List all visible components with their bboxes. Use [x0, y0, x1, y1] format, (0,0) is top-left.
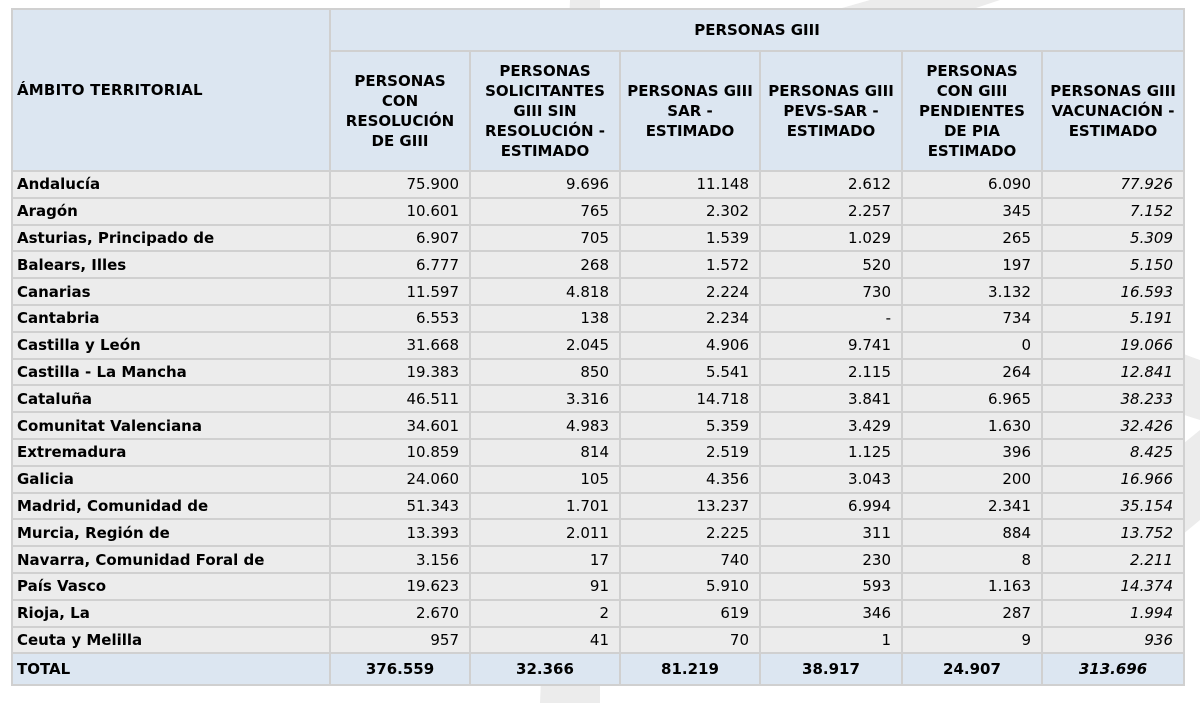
table-cell: 2.302: [621, 199, 759, 224]
table-cell: 264: [903, 360, 1041, 385]
table-cell: 197: [903, 252, 1041, 277]
group-header: PERSONAS GIII: [331, 10, 1183, 50]
table-cell: 51.343: [331, 494, 469, 519]
table-cell: 200: [903, 467, 1041, 492]
table-cell: 3.841: [761, 386, 901, 411]
table-cell: 5.309: [1043, 226, 1183, 251]
table-cell: 46.511: [331, 386, 469, 411]
table-cell: 19.623: [331, 574, 469, 599]
table-cell: 10.601: [331, 199, 469, 224]
table-cell: 705: [471, 226, 619, 251]
table-cell: 740: [621, 547, 759, 572]
table-cell: 3.429: [761, 413, 901, 438]
table-cell: 9.696: [471, 172, 619, 197]
table-cell: 2.341: [903, 494, 1041, 519]
row-label: Balears, Illes: [13, 252, 329, 277]
table-row: [13, 467, 1183, 492]
row-label: Murcia, Región de: [13, 520, 329, 545]
table-cell: 32.426: [1043, 413, 1183, 438]
column-header: PERSONAS CON RESOLUCIÓN DE GIII: [331, 52, 469, 170]
table-cell: 1.125: [761, 440, 901, 465]
table-cell: 14.718: [621, 386, 759, 411]
row-label: Cataluña: [13, 386, 329, 411]
total-cell: 376.559: [331, 654, 469, 684]
table-cell: 24.060: [331, 467, 469, 492]
table-cell: 1.539: [621, 226, 759, 251]
column-header: PERSONAS CON GIII PENDIENTES DE PIA ESTIMADO: [903, 52, 1041, 170]
row-label: Extremadura: [13, 440, 329, 465]
table-cell: 2.211: [1043, 547, 1183, 572]
total-cell: 38.917: [761, 654, 901, 684]
table-cell: 14.374: [1043, 574, 1183, 599]
row-label: Navarra, Comunidad Foral de: [13, 547, 329, 572]
territorial-header: ÁMBITO TERRITORIAL: [13, 10, 329, 170]
total-row: [13, 654, 1183, 684]
table-cell: 11.148: [621, 172, 759, 197]
row-label: Cantabria: [13, 306, 329, 331]
table-cell: 2.257: [761, 199, 901, 224]
table-cell: 4.356: [621, 467, 759, 492]
table-cell: 2.612: [761, 172, 901, 197]
table-cell: 730: [761, 279, 901, 304]
table-cell: 2.011: [471, 520, 619, 545]
total-label: TOTAL: [13, 654, 329, 684]
table-cell: 13.237: [621, 494, 759, 519]
row-label: Aragón: [13, 199, 329, 224]
table-row: [13, 360, 1183, 385]
row-label: Ceuta y Melilla: [13, 628, 329, 653]
table-cell: 8: [903, 547, 1041, 572]
table-row: [13, 574, 1183, 599]
column-header: PERSONAS GIII PEVS-SAR - ESTIMADO: [761, 52, 901, 170]
table-cell: 814: [471, 440, 619, 465]
table-cell: 3.043: [761, 467, 901, 492]
table-cell: 7.152: [1043, 199, 1183, 224]
table-cell: 2.519: [621, 440, 759, 465]
table-cell: 346: [761, 601, 901, 626]
table-cell: 2.225: [621, 520, 759, 545]
total-cell: 313.696: [1043, 654, 1183, 684]
table-cell: 396: [903, 440, 1041, 465]
table-cell: 5.191: [1043, 306, 1183, 331]
table-row: [13, 199, 1183, 224]
table-row: [13, 547, 1183, 572]
table-row: [13, 306, 1183, 331]
row-label: Asturias, Principado de: [13, 226, 329, 251]
row-label: Madrid, Comunidad de: [13, 494, 329, 519]
table-cell: 2.115: [761, 360, 901, 385]
table-cell: 1.163: [903, 574, 1041, 599]
table-cell: 593: [761, 574, 901, 599]
table-cell: 5.150: [1043, 252, 1183, 277]
row-label: Galicia: [13, 467, 329, 492]
table-row: [13, 628, 1183, 653]
table-cell: 75.900: [331, 172, 469, 197]
table-container: [11, 8, 1185, 686]
table-cell: 520: [761, 252, 901, 277]
table-cell: 311: [761, 520, 901, 545]
row-label: País Vasco: [13, 574, 329, 599]
table-cell: 0: [903, 333, 1041, 358]
column-header: PERSONAS GIII VACUNACIÓN - ESTIMADO: [1043, 52, 1183, 170]
table-cell: 6.553: [331, 306, 469, 331]
data-table: [11, 8, 1185, 686]
table-cell: 936: [1043, 628, 1183, 653]
table-cell: 1: [761, 628, 901, 653]
table-row: [13, 172, 1183, 197]
table-row: [13, 252, 1183, 277]
table-cell: 1.029: [761, 226, 901, 251]
table-row: [13, 279, 1183, 304]
row-label: Rioja, La: [13, 601, 329, 626]
table-cell: 35.154: [1043, 494, 1183, 519]
table-cell: 6.090: [903, 172, 1041, 197]
total-cell: 24.907: [903, 654, 1041, 684]
table-cell: 2.670: [331, 601, 469, 626]
table-cell: 287: [903, 601, 1041, 626]
table-cell: -: [761, 306, 901, 331]
total-cell: 81.219: [621, 654, 759, 684]
table-cell: 13.752: [1043, 520, 1183, 545]
table-cell: 11.597: [331, 279, 469, 304]
column-header: PERSONAS SOLICITANTES GIII SIN RESOLUCIÓN - ESTIMADO: [471, 52, 619, 170]
table-cell: 6.994: [761, 494, 901, 519]
table-cell: 8.425: [1043, 440, 1183, 465]
table-cell: 138: [471, 306, 619, 331]
table-cell: 41: [471, 628, 619, 653]
table-cell: 850: [471, 360, 619, 385]
table-cell: 77.926: [1043, 172, 1183, 197]
table-cell: 268: [471, 252, 619, 277]
row-label: Castilla - La Mancha: [13, 360, 329, 385]
table-cell: 884: [903, 520, 1041, 545]
table-cell: 957: [331, 628, 469, 653]
table-row: [13, 413, 1183, 438]
table-cell: 765: [471, 199, 619, 224]
table-cell: 2.234: [621, 306, 759, 331]
table-row: [13, 520, 1183, 545]
table-cell: 345: [903, 199, 1041, 224]
table-cell: 13.393: [331, 520, 469, 545]
table-row: [13, 601, 1183, 626]
table-cell: 3.156: [331, 547, 469, 572]
row-label: Castilla y León: [13, 333, 329, 358]
table-cell: 1.701: [471, 494, 619, 519]
table-cell: 1.572: [621, 252, 759, 277]
table-row: [13, 226, 1183, 251]
table-row: [13, 333, 1183, 358]
row-label: Canarias: [13, 279, 329, 304]
table-cell: 91: [471, 574, 619, 599]
table-cell: 4.818: [471, 279, 619, 304]
table-body: [13, 172, 1183, 684]
table-cell: 3.316: [471, 386, 619, 411]
table-cell: 4.906: [621, 333, 759, 358]
table-row: [13, 386, 1183, 411]
table-row: [13, 440, 1183, 465]
table-cell: 16.966: [1043, 467, 1183, 492]
table-cell: 734: [903, 306, 1041, 331]
table-cell: 5.541: [621, 360, 759, 385]
table-cell: 105: [471, 467, 619, 492]
column-header: PERSONAS GIII SAR - ESTIMADO: [621, 52, 759, 170]
table-row: [13, 494, 1183, 519]
table-cell: 12.841: [1043, 360, 1183, 385]
table-cell: 1.994: [1043, 601, 1183, 626]
table-cell: 265: [903, 226, 1041, 251]
total-cell: 32.366: [471, 654, 619, 684]
table-cell: 6.907: [331, 226, 469, 251]
table-cell: 5.910: [621, 574, 759, 599]
table-cell: 1.630: [903, 413, 1041, 438]
table-cell: 10.859: [331, 440, 469, 465]
table-cell: 6.777: [331, 252, 469, 277]
table-cell: 2: [471, 601, 619, 626]
table-cell: 38.233: [1043, 386, 1183, 411]
table-cell: 31.668: [331, 333, 469, 358]
table-cell: 2.224: [621, 279, 759, 304]
table-cell: 34.601: [331, 413, 469, 438]
table-cell: 2.045: [471, 333, 619, 358]
table-cell: 5.359: [621, 413, 759, 438]
table-cell: 19.383: [331, 360, 469, 385]
table-cell: 4.983: [471, 413, 619, 438]
table-cell: 9: [903, 628, 1041, 653]
table-cell: 19.066: [1043, 333, 1183, 358]
row-label: Andalucía: [13, 172, 329, 197]
table-cell: 3.132: [903, 279, 1041, 304]
table-cell: 70: [621, 628, 759, 653]
table-cell: 9.741: [761, 333, 901, 358]
table-cell: 619: [621, 601, 759, 626]
table-cell: 6.965: [903, 386, 1041, 411]
table-cell: 17: [471, 547, 619, 572]
row-label: Comunitat Valenciana: [13, 413, 329, 438]
table-cell: 16.593: [1043, 279, 1183, 304]
table-cell: 230: [761, 547, 901, 572]
